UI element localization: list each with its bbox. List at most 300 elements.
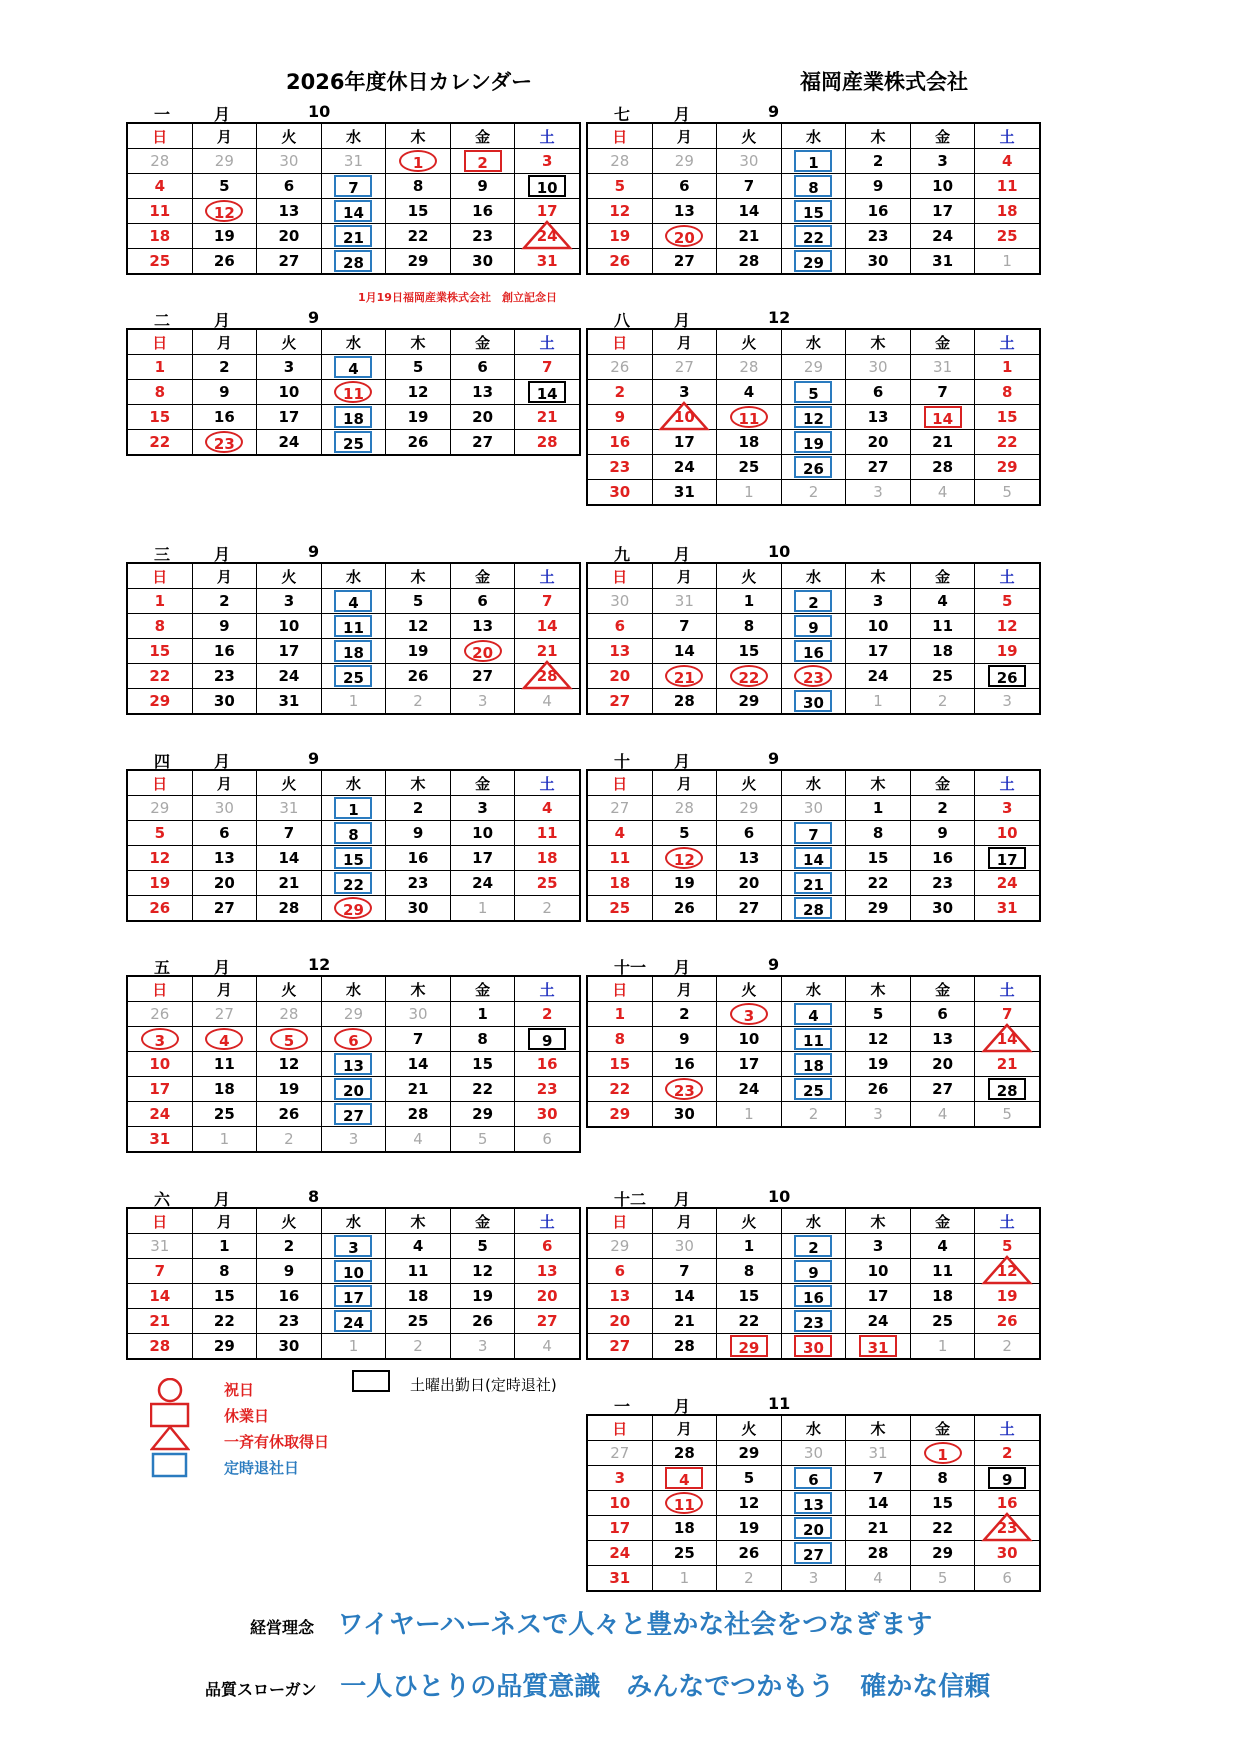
day-number: 27	[472, 433, 494, 451]
day-number: 29	[609, 1105, 631, 1123]
day-cell	[257, 1027, 322, 1052]
day-number: 29	[214, 152, 234, 170]
day-number: 23	[536, 1080, 558, 1098]
day-number: 10	[472, 824, 494, 842]
day-number: 9	[412, 824, 424, 842]
day-number: 26	[407, 667, 429, 685]
day-cell	[910, 455, 975, 480]
weekday-header: 日	[127, 329, 192, 355]
weekday-header: 月	[192, 976, 257, 1002]
weekday-header: 月	[192, 123, 257, 149]
weekday-header: 月	[652, 1208, 717, 1234]
day-cell	[515, 664, 580, 689]
week-row	[127, 689, 580, 715]
day-number: 2	[872, 152, 884, 170]
month-gatsu: 月	[214, 105, 231, 124]
month-block	[586, 100, 1041, 275]
day-number: 27	[610, 1444, 630, 1462]
day-cell	[652, 589, 717, 614]
day-number: 2	[542, 899, 552, 917]
month-kanji: 六	[154, 1190, 171, 1209]
day-cell	[846, 1309, 911, 1334]
day-cell	[450, 430, 515, 456]
day-cell	[717, 1284, 782, 1309]
saturday-work-day: 14	[528, 381, 566, 403]
day-number: 17	[149, 1080, 171, 1098]
day-number: 28	[150, 152, 170, 170]
month-kanji: 四	[154, 752, 171, 771]
day-number: 7	[872, 1469, 884, 1487]
day-number: 7	[541, 358, 553, 376]
day-cell	[717, 589, 782, 614]
day-cell	[127, 199, 192, 224]
week-row	[587, 1077, 1040, 1102]
day-cell	[450, 1127, 515, 1153]
day-cell	[257, 689, 322, 715]
day-cell	[127, 1309, 192, 1334]
day-cell	[910, 1309, 975, 1334]
day-cell	[257, 1259, 322, 1284]
day-number: 5	[1002, 483, 1012, 501]
ontime-leave-day: 22	[794, 225, 832, 247]
day-number: 31	[996, 899, 1018, 917]
day-cell	[192, 430, 257, 456]
day-cell	[386, 614, 451, 639]
day-number: 1	[219, 1237, 230, 1255]
day-number: 5	[614, 177, 625, 195]
holiday-count: 9	[768, 102, 780, 121]
legend-paid: 一斉有休取得日	[224, 1433, 330, 1451]
weekday-header: 水	[321, 770, 386, 796]
day-cell	[515, 1052, 580, 1077]
day-cell	[717, 455, 782, 480]
day-number: 17	[738, 1055, 760, 1073]
day-cell	[386, 174, 451, 199]
month-table	[126, 122, 581, 275]
day-number: 27	[214, 1005, 234, 1023]
day-number: 26	[867, 1080, 889, 1098]
day-number: 25	[738, 458, 760, 476]
day-number: 3	[477, 799, 488, 817]
day-number: 28	[407, 1105, 429, 1123]
day-number: 24	[738, 1080, 760, 1098]
day-number: 4	[937, 1105, 948, 1123]
day-number: 17	[609, 1519, 631, 1537]
weekday-row	[127, 563, 580, 589]
day-cell	[386, 199, 451, 224]
weekday-header: 月	[652, 563, 717, 589]
day-cell	[652, 796, 717, 821]
month-gatsu: 月	[674, 545, 691, 564]
ontime-leave-day: 14	[794, 847, 832, 869]
day-number: 3	[477, 1337, 488, 1355]
day-number: 15	[867, 849, 889, 867]
day-cell	[781, 1052, 846, 1077]
ontime-leave-day: 21	[794, 872, 832, 894]
day-number: 4	[542, 1337, 552, 1355]
day-cell	[386, 430, 451, 456]
day-number: 26	[149, 899, 171, 917]
day-number: 25	[536, 874, 558, 892]
day-cell	[321, 149, 386, 174]
month-header	[126, 100, 581, 122]
holiday-day: 23	[665, 1078, 703, 1100]
day-cell	[975, 639, 1040, 664]
day-cell	[321, 614, 386, 639]
weekday-header: 月	[192, 563, 257, 589]
day-number: 22	[609, 1080, 631, 1098]
day-cell	[450, 249, 515, 275]
weekday-header: 火	[257, 976, 322, 1002]
day-cell	[257, 1002, 322, 1027]
ontime-leave-day: 7	[334, 175, 372, 197]
day-cell	[652, 1334, 717, 1360]
day-cell	[652, 1052, 717, 1077]
day-number: 26	[673, 899, 695, 917]
weekday-header: 土	[975, 1208, 1040, 1234]
day-cell	[910, 1102, 975, 1128]
day-number: 5	[1001, 592, 1013, 610]
day-number: 19	[278, 1080, 300, 1098]
day-cell	[652, 249, 717, 275]
day-cell	[321, 1052, 386, 1077]
week-row	[127, 896, 580, 922]
ontime-leave-day: 13	[794, 1492, 832, 1514]
day-cell	[386, 846, 451, 871]
day-cell	[846, 1002, 911, 1027]
day-number: 16	[407, 849, 429, 867]
day-number: 15	[213, 1287, 235, 1305]
day-cell	[386, 1002, 451, 1027]
day-cell	[127, 639, 192, 664]
month-gatsu: 月	[214, 752, 231, 771]
day-cell	[515, 1234, 580, 1259]
week-row	[127, 664, 580, 689]
weekday-header: 水	[781, 770, 846, 796]
week-row	[587, 1566, 1040, 1592]
day-cell	[652, 149, 717, 174]
month-kanji: 二	[154, 311, 171, 330]
day-number: 1	[744, 1105, 754, 1123]
day-number: 3	[614, 1469, 625, 1487]
day-cell	[975, 455, 1040, 480]
day-cell	[257, 871, 322, 896]
day-cell	[257, 1052, 322, 1077]
holiday-count: 9	[308, 542, 320, 561]
day-number: 9	[872, 177, 884, 195]
month-header	[126, 540, 581, 562]
day-cell	[321, 1234, 386, 1259]
day-number: 7	[743, 177, 755, 195]
day-cell	[717, 1466, 782, 1491]
day-number: 28	[610, 152, 630, 170]
day-cell	[321, 1334, 386, 1360]
day-number: 1	[1002, 252, 1012, 270]
day-number: 29	[610, 1237, 630, 1255]
day-cell	[846, 149, 911, 174]
day-number: 4	[541, 799, 553, 817]
weekday-header: 日	[127, 123, 192, 149]
day-cell	[846, 1284, 911, 1309]
day-cell	[587, 1441, 652, 1466]
day-cell	[257, 380, 322, 405]
month-gatsu: 月	[214, 545, 231, 564]
day-cell	[192, 380, 257, 405]
day-number: 1	[154, 358, 165, 376]
day-number: 12	[407, 617, 429, 635]
day-number: 30	[610, 592, 630, 610]
day-cell	[975, 430, 1040, 455]
day-cell	[257, 430, 322, 456]
month-kanji: 五	[154, 958, 171, 977]
day-number: 6	[477, 358, 488, 376]
month-gatsu: 月	[674, 1190, 691, 1209]
week-row	[127, 1127, 580, 1153]
day-cell	[450, 380, 515, 405]
ontime-leave-day: 7	[794, 822, 832, 844]
day-number: 25	[149, 252, 171, 270]
holiday-day: 3	[141, 1028, 179, 1050]
week-row	[587, 480, 1040, 506]
month-block	[586, 747, 1041, 922]
day-cell	[386, 821, 451, 846]
day-cell	[515, 796, 580, 821]
day-cell	[975, 174, 1040, 199]
day-cell	[910, 1052, 975, 1077]
day-cell	[975, 1077, 1040, 1102]
day-cell	[975, 1102, 1040, 1128]
day-cell	[846, 796, 911, 821]
week-row	[587, 1259, 1040, 1284]
day-cell	[781, 1566, 846, 1592]
day-cell	[515, 430, 580, 456]
day-cell	[386, 1284, 451, 1309]
day-number: 5	[1002, 1105, 1012, 1123]
ontime-leave-day: 22	[334, 872, 372, 894]
day-cell	[846, 224, 911, 249]
day-cell	[910, 1441, 975, 1466]
day-cell	[781, 480, 846, 506]
day-number: 23	[609, 458, 631, 476]
day-cell	[587, 1491, 652, 1516]
day-number: 18	[673, 1519, 695, 1537]
day-number: 26	[213, 252, 235, 270]
day-cell	[652, 1566, 717, 1592]
day-number: 16	[996, 1494, 1018, 1512]
holiday-count: 9	[768, 955, 780, 974]
day-cell	[910, 1541, 975, 1566]
day-cell	[975, 1516, 1040, 1541]
week-row	[587, 589, 1040, 614]
day-number: 27	[867, 458, 889, 476]
day-number: 9	[679, 1030, 690, 1048]
day-cell	[386, 380, 451, 405]
day-number: 5	[477, 1130, 488, 1148]
month-header	[586, 1185, 1041, 1207]
slogan-label: 品質スローガン	[205, 1680, 317, 1699]
holiday-day: 29	[334, 897, 372, 919]
month-block	[126, 1185, 581, 1360]
day-cell	[450, 1234, 515, 1259]
weekday-header: 木	[386, 1208, 451, 1234]
day-number: 14	[407, 1055, 429, 1073]
month-table	[586, 328, 1041, 506]
weekday-row	[127, 329, 580, 355]
black-square-icon	[352, 1370, 392, 1394]
day-number: 18	[407, 1287, 429, 1305]
day-number: 2	[219, 358, 230, 376]
day-number: 4	[154, 177, 165, 195]
day-cell	[257, 1077, 322, 1102]
month-kanji: 十二	[614, 1190, 647, 1209]
day-number: 15	[609, 1055, 631, 1073]
day-number: 13	[609, 1287, 631, 1305]
day-number: 2	[937, 799, 948, 817]
week-row	[587, 249, 1040, 275]
day-number: 29	[739, 799, 759, 817]
day-cell	[781, 896, 846, 922]
day-number: 19	[407, 408, 429, 426]
day-number: 28	[673, 1444, 695, 1462]
day-cell	[587, 1566, 652, 1592]
ontime-leave-day: 3	[334, 1235, 372, 1257]
day-number: 18	[149, 227, 171, 245]
month-table	[126, 328, 581, 456]
day-cell	[257, 614, 322, 639]
day-number: 14	[278, 849, 300, 867]
week-row	[127, 249, 580, 275]
day-number: 27	[738, 899, 760, 917]
day-cell	[846, 455, 911, 480]
day-number: 16	[932, 849, 954, 867]
month-table	[586, 1414, 1041, 1592]
day-cell	[652, 614, 717, 639]
week-row	[127, 355, 580, 380]
day-cell	[321, 224, 386, 249]
holiday-count: 12	[768, 308, 791, 327]
week-row	[127, 1102, 580, 1127]
weekday-header: 木	[386, 770, 451, 796]
day-number: 3	[873, 483, 883, 501]
day-number: 29	[738, 692, 760, 710]
week-row	[127, 174, 580, 199]
holiday-day: 1	[924, 1442, 962, 1464]
day-number: 10	[278, 617, 300, 635]
day-number: 22	[996, 433, 1018, 451]
day-cell	[321, 1309, 386, 1334]
day-number: 16	[867, 202, 889, 220]
day-cell	[846, 1334, 911, 1360]
weekday-header: 木	[846, 563, 911, 589]
weekday-header: 水	[781, 329, 846, 355]
day-number: 5	[219, 177, 230, 195]
closed-day: 14	[924, 406, 962, 428]
day-cell	[910, 896, 975, 922]
day-cell	[717, 1077, 782, 1102]
ontime-leave-day: 4	[334, 590, 372, 612]
weekday-header: 日	[587, 1415, 652, 1441]
ontime-leave-day: 27	[334, 1103, 372, 1125]
weekday-row	[587, 329, 1040, 355]
day-number: 19	[407, 642, 429, 660]
weekday-header: 火	[717, 1415, 782, 1441]
ontime-leave-day: 21	[334, 225, 372, 247]
ontime-leave-day: 15	[794, 200, 832, 222]
day-cell	[587, 1077, 652, 1102]
day-number: 4	[937, 592, 948, 610]
day-cell	[386, 639, 451, 664]
week-row	[587, 1516, 1040, 1541]
day-number: 3	[1001, 799, 1013, 817]
day-number: 30	[803, 1444, 824, 1462]
day-cell	[587, 846, 652, 871]
day-cell	[910, 430, 975, 455]
day-cell	[781, 846, 846, 871]
day-number: 1	[348, 692, 359, 710]
day-number: 24	[149, 1105, 171, 1123]
day-cell	[192, 1284, 257, 1309]
day-cell	[127, 1002, 192, 1027]
day-cell	[192, 149, 257, 174]
day-number: 1	[743, 1237, 755, 1255]
day-cell	[587, 430, 652, 455]
day-number: 23	[932, 874, 954, 892]
day-cell	[587, 1052, 652, 1077]
day-cell	[450, 846, 515, 871]
day-cell	[652, 896, 717, 922]
legend-work: 土曜出勤日(定時退社)	[410, 1376, 557, 1394]
day-number: 19	[738, 1519, 760, 1537]
week-row	[127, 1052, 580, 1077]
day-cell	[192, 199, 257, 224]
weekday-header: 日	[127, 976, 192, 1002]
day-cell	[321, 664, 386, 689]
weekday-header: 土	[515, 329, 580, 355]
weekday-header: 月	[652, 976, 717, 1002]
week-row	[127, 871, 580, 896]
weekday-header: 土	[975, 563, 1040, 589]
day-cell	[450, 1002, 515, 1027]
day-cell	[386, 1309, 451, 1334]
day-cell	[192, 796, 257, 821]
month-table	[126, 1207, 581, 1360]
day-cell	[450, 689, 515, 715]
day-cell	[652, 1102, 717, 1128]
paid-leave-day: 10	[665, 406, 703, 428]
day-cell	[846, 249, 911, 275]
day-cell	[846, 1052, 911, 1077]
weekday-row	[587, 563, 1040, 589]
day-cell	[587, 589, 652, 614]
day-number: 20	[536, 1287, 558, 1305]
day-cell	[127, 664, 192, 689]
day-number: 13	[472, 383, 494, 401]
weekday-header: 木	[386, 976, 451, 1002]
day-cell	[910, 405, 975, 430]
blue-square-icon	[153, 1454, 186, 1476]
day-cell	[587, 149, 652, 174]
day-number: 14	[867, 1494, 889, 1512]
day-number: 8	[154, 617, 165, 635]
day-number: 5	[937, 1569, 948, 1587]
day-number: 31	[150, 1237, 170, 1255]
day-number: 27	[536, 1312, 558, 1330]
day-number: 9	[477, 177, 488, 195]
day-cell	[717, 1334, 782, 1360]
day-number: 18	[536, 849, 558, 867]
weekday-header: 金	[910, 329, 975, 355]
day-number: 15	[738, 642, 760, 660]
